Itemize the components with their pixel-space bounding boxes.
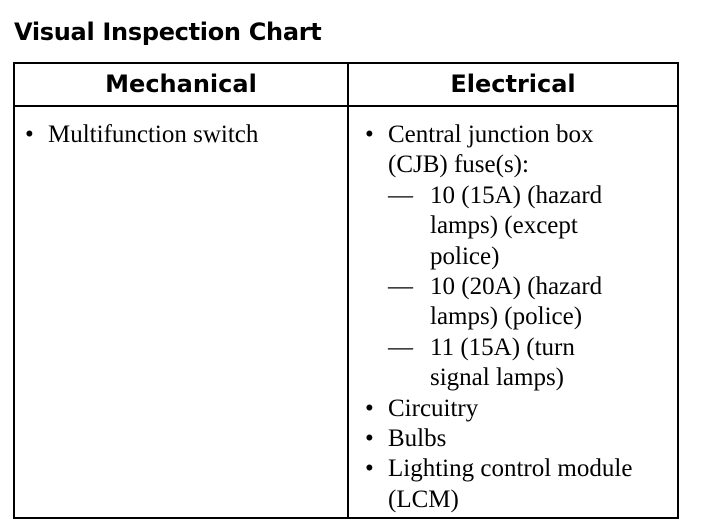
sub-item bbox=[388, 181, 675, 272]
item-text: Multifunction switch bbox=[48, 121, 259, 148]
list-item bbox=[365, 120, 675, 394]
sub-item-text: lamps) (except bbox=[430, 212, 578, 240]
column-header-mechanical: Mechanical bbox=[15, 64, 347, 107]
list-item bbox=[25, 120, 340, 150]
bullet-icon: • bbox=[365, 425, 374, 453]
item-text: Circuitry bbox=[388, 394, 479, 422]
list-item bbox=[365, 454, 675, 515]
sub-item-text: signal lamps) bbox=[430, 364, 565, 392]
sub-item bbox=[388, 333, 675, 394]
page-title: Visual Inspection Chart bbox=[14, 18, 322, 46]
list-item bbox=[365, 394, 675, 424]
mechanical-cell bbox=[25, 120, 340, 150]
sub-item bbox=[388, 272, 675, 333]
column-header-electrical: Electrical bbox=[347, 64, 679, 107]
dash-icon: — bbox=[388, 333, 413, 361]
item-text: Central junction box bbox=[388, 121, 594, 148]
list-item bbox=[365, 424, 675, 454]
sub-item-text: lamps) (police) bbox=[430, 303, 583, 331]
electrical-cell bbox=[365, 120, 675, 515]
item-text: (LCM) bbox=[388, 485, 459, 513]
bullet-icon: • bbox=[365, 121, 374, 148]
sub-item-text: 10 (20A) (hazard bbox=[430, 273, 603, 301]
bullet-icon: • bbox=[25, 121, 34, 148]
dash-icon: — bbox=[388, 181, 413, 209]
sub-item-text: 11 (15A) (turn bbox=[430, 333, 575, 361]
item-text: (CJB) fuse(s): bbox=[388, 151, 529, 179]
bullet-icon: • bbox=[365, 394, 374, 422]
item-text: Bulbs bbox=[388, 425, 447, 453]
column-divider bbox=[347, 64, 349, 517]
dash-icon: — bbox=[388, 273, 413, 301]
bullet-icon: • bbox=[365, 455, 374, 483]
sub-item-text: police) bbox=[430, 242, 500, 270]
sub-item-text: 10 (15A) (hazard bbox=[430, 181, 603, 209]
inspection-table bbox=[13, 62, 679, 519]
item-text: Lighting control module bbox=[388, 455, 633, 483]
